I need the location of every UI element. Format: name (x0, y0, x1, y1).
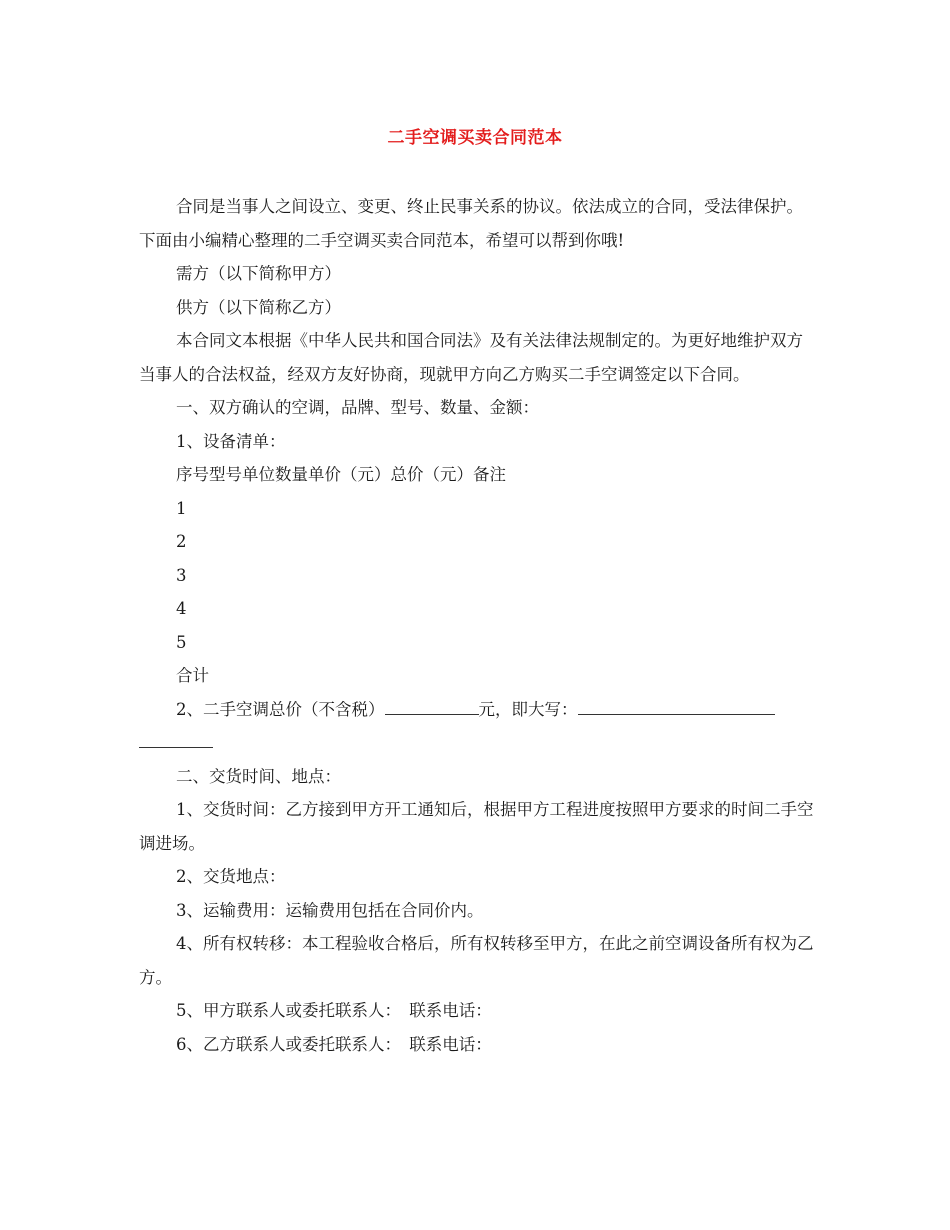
section-2-heading: 二、交货时间、地点： (176, 766, 341, 786)
total-line: 合计 (176, 666, 209, 685)
buyer-line: 需方（以下简称甲方） (176, 264, 341, 283)
seller-line: 供方（以下简称乙方） (176, 297, 341, 317)
ownership-transfer: 4、所有权转移：本工程验收合格后，所有权转移至甲方，在此之前空调设备所有权为乙方。 (139, 934, 814, 987)
party-a-contact: 5、甲方联系人或委托联系人： 联系电话： (176, 1001, 492, 1020)
table-row: 2 (176, 532, 187, 551)
delivery-time: 1、交货时间：乙方接到甲方开工通知后，根据甲方工程进度按照甲方要求的时间二手空调进场。 (139, 800, 814, 853)
table-row: 5 (176, 632, 187, 652)
table-row: 1 (176, 498, 187, 518)
intro-paragraph: 合同是当事人之间设立、变更、终止民事关系的协议。依法成立的合同，受法律保护。下面由小编精心整理的二手空调买卖合同范本，希望可以帮到你哦! (139, 197, 803, 250)
table-row: 4 (176, 599, 187, 618)
price-line (139, 693, 815, 727)
section-1-heading: 一、双方确认的空调，品牌、型号、数量、金额： (176, 398, 539, 417)
table-header-line: 序号型号单位数量单价（元）总价（元）备注 (176, 465, 506, 484)
price-blank (385, 713, 479, 715)
amount-in-words-blank-continued (139, 746, 213, 748)
party-b-contact: 6、乙方联系人或委托联系人： 联系电话： (176, 1034, 492, 1054)
table-row: 3 (176, 565, 187, 585)
price-line-continued (139, 726, 815, 760)
amount-in-words-blank (578, 713, 775, 715)
basis-paragraph: 本合同文本根据《中华人民共和国合同法》及有关法律法规制定的。为更好地维护双方当事人的合法权益，经双方友好协商，现就甲方向乙方购买二手空调签定以下合同。 (139, 331, 803, 384)
delivery-location: 2、交货地点： (176, 867, 286, 886)
document-body (139, 190, 815, 1061)
price-label-2: 元，即大写： (478, 699, 578, 719)
price-label: 2、二手空调总价（不含税） (176, 699, 385, 719)
transport-cost: 3、运输费用：运输费用包括在合同价内。 (176, 900, 484, 920)
document-title: 二手空调买卖合同范本 (387, 128, 563, 148)
equipment-list-heading: 1、设备清单： (176, 431, 286, 451)
